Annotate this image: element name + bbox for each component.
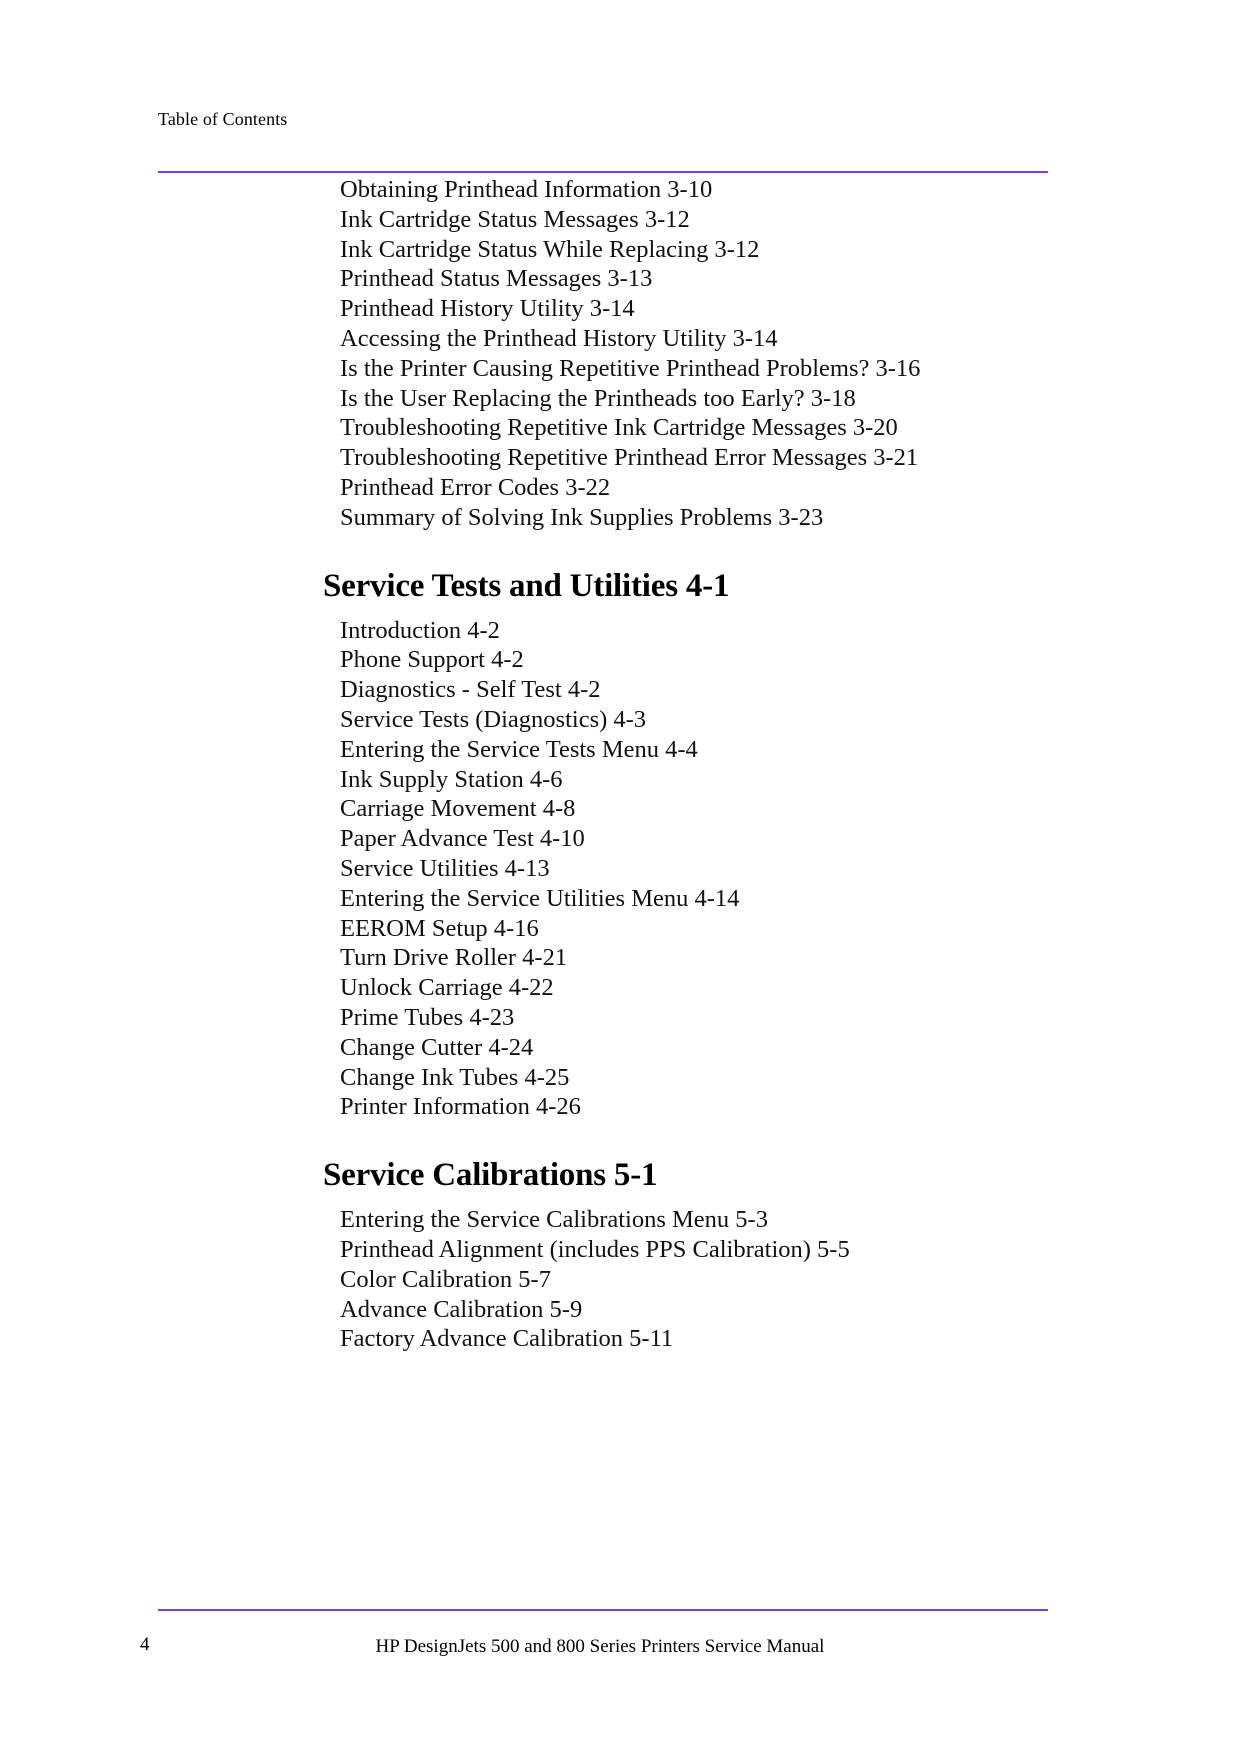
toc-entry-chapter-4[interactable]: Phone Support 4-2	[340, 646, 524, 674]
toc-entry-chapter-3[interactable]: Troubleshooting Repetitive Printhead Error Messages 3-21	[340, 444, 919, 472]
toc-entry-chapter-5[interactable]: Printhead Alignment (includes PPS Calibration) 5-5	[340, 1236, 850, 1263]
toc-entry-chapter-3[interactable]: Accessing the Printhead History Utility 3-14	[340, 325, 778, 352]
toc-entry-chapter-4[interactable]: Ink Supply Station 4-6	[340, 765, 563, 793]
toc-heading-chapter-4[interactable]: Service Tests and Utilities 4-1	[323, 567, 730, 604]
toc-entry-chapter-3[interactable]: Printhead Status Messages 3-13	[340, 265, 653, 293]
toc-entry-chapter-4[interactable]: Change Ink Tubes 4-25	[340, 1063, 570, 1091]
toc-entry-chapter-5[interactable]: Advance Calibration 5-9	[340, 1295, 583, 1323]
toc-entry-chapter-5[interactable]: Entering the Service Calibrations Menu 5-3	[340, 1206, 768, 1234]
toc-entry-chapter-4[interactable]: Introduction 4-2	[340, 616, 500, 644]
toc-entry-chapter-3[interactable]: Printhead Error Codes 3-22	[340, 474, 611, 501]
toc-entry-chapter-3[interactable]: Is the User Replacing the Printheads too Early? 3-18	[340, 384, 856, 412]
running-header: Table of Contents	[158, 109, 288, 129]
toc-entry-chapter-4[interactable]: Printer Information 4-26	[340, 1093, 581, 1121]
toc-entry-chapter-4[interactable]: Turn Drive Roller 4-21	[340, 944, 568, 972]
toc-entry-chapter-3[interactable]: Ink Cartridge Status While Replacing 3-12	[340, 235, 760, 263]
toc-entry-chapter-3[interactable]: Obtaining Printhead Information 3-10	[340, 176, 713, 203]
toc-entry-chapter-4[interactable]: Service Utilities 4-13	[340, 855, 550, 882]
footer-page-number: 4	[140, 1634, 150, 1655]
toc-entry-chapter-3[interactable]: Troubleshooting Repetitive Ink Cartridge Messages 3-20	[340, 414, 898, 442]
toc-entry-chapter-3[interactable]: Ink Cartridge Status Messages 3-12	[340, 205, 690, 233]
toc-entry-chapter-4[interactable]: Diagnostics - Self Test 4-2	[340, 676, 601, 704]
toc-entry-chapter-4[interactable]: Unlock Carriage 4-22	[340, 974, 554, 1002]
toc-heading-chapter-5[interactable]: Service Calibrations 5-1	[323, 1157, 658, 1194]
toc-entry-chapter-4[interactable]: Carriage Movement 4-8	[340, 795, 576, 823]
toc-entry-chapter-4[interactable]: EEROM Setup 4-16	[340, 914, 539, 942]
toc-entry-chapter-3[interactable]: Summary of Solving Ink Supplies Problems 3-23	[340, 503, 824, 531]
header-rule	[158, 171, 1048, 173]
toc-entry-chapter-3[interactable]: Is the Printer Causing Repetitive Printhead Problems? 3-16	[340, 354, 921, 382]
toc-entry-chapter-4[interactable]: Prime Tubes 4-23	[340, 1004, 515, 1031]
toc-entry-chapter-4[interactable]: Paper Advance Test 4-10	[340, 825, 585, 853]
toc-entry-chapter-4[interactable]: Entering the Service Utilities Menu 4-14	[340, 884, 740, 912]
toc-entry-chapter-5[interactable]: Factory Advance Calibration 5-11	[340, 1325, 674, 1353]
toc-entry-chapter-4[interactable]: Entering the Service Tests Menu 4-4	[340, 735, 698, 763]
footer-rule	[158, 1609, 1048, 1611]
footer-manual-title: HP DesignJets 500 and 800 Series Printers Service Manual	[375, 1636, 825, 1657]
toc-entry-chapter-5[interactable]: Color Calibration 5-7	[340, 1265, 551, 1293]
toc-entry-chapter-4[interactable]: Change Cutter 4-24	[340, 1033, 534, 1061]
toc-entry-chapter-4[interactable]: Service Tests (Diagnostics) 4-3	[340, 706, 647, 733]
toc-entry-chapter-3[interactable]: Printhead History Utility 3-14	[340, 295, 635, 323]
